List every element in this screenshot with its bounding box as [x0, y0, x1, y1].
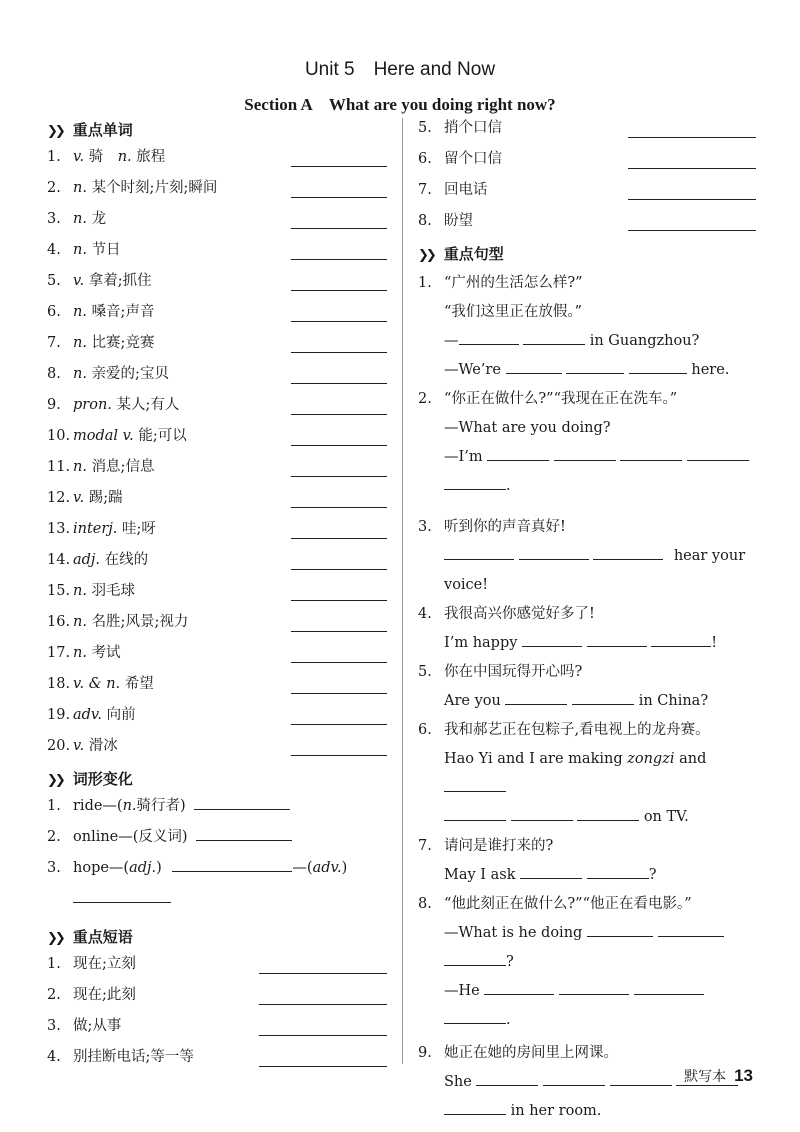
vocab-item: 15. n. 羽毛球: [47, 579, 387, 610]
phrase-item: 7. 回电话: [418, 178, 756, 209]
phrase-item: 4. 别挂断电话;等一等: [47, 1045, 387, 1076]
answer-blank[interactable]: [291, 569, 387, 570]
vocab-item: 1. v. 骑 n. 旅程: [47, 145, 387, 176]
answer-blank[interactable]: [291, 228, 387, 229]
vocab-list: [47, 145, 387, 765]
answer-blank[interactable]: [259, 1066, 387, 1067]
answer-blank[interactable]: [196, 826, 292, 841]
answer-blank[interactable]: [628, 230, 756, 231]
chevron-right-icon: ❯❯: [47, 773, 63, 788]
vocab-item: 11. n. 消息;信息: [47, 455, 387, 486]
phrase-item: 3. 做;从事: [47, 1014, 387, 1045]
answer-blank[interactable]: [259, 1035, 387, 1036]
answer-blank[interactable]: [291, 445, 387, 446]
answer-blank[interactable]: [291, 383, 387, 384]
phrase-item: 6. 留个口信: [418, 147, 756, 178]
vocab-item: 3. n. 龙: [47, 207, 387, 238]
answer-blank[interactable]: [291, 197, 387, 198]
vocab-item: 9. pron. 某人;有人: [47, 393, 387, 424]
sentence-5: 5. 你在中国玩得开心吗? Are you in China?: [418, 664, 709, 709]
page-footer: [684, 1066, 753, 1086]
phrase-item: 5. 捎个口信: [418, 116, 756, 147]
vocab-item: 12. v. 踢;踹: [47, 486, 387, 517]
chevron-right-icon: ❯❯: [47, 124, 63, 139]
vocab-item: 4. n. 节日: [47, 238, 387, 269]
word-form-item-2: 2. online—(反义词): [47, 825, 387, 856]
unit-title: Unit 5 Here and Now: [304, 59, 496, 80]
vocab-item: 5. v. 拿着;抓住: [47, 269, 387, 300]
answer-blank[interactable]: [291, 259, 387, 260]
answer-blank[interactable]: [628, 168, 756, 169]
sentence-2: 2. “你正在做什么?”“我现在正在洗车。” —What are you doing? —I’m .: [418, 385, 756, 501]
vocab-item: 13. interj. 哇;呀: [47, 517, 387, 548]
answer-blank[interactable]: [291, 693, 387, 694]
word-form-item-3-cont: [47, 887, 387, 918]
page-number: 13: [734, 1066, 753, 1085]
answer-blank[interactable]: [291, 631, 387, 632]
answer-blank[interactable]: [291, 538, 387, 539]
answer-blank[interactable]: [291, 476, 387, 477]
answer-blank[interactable]: [291, 600, 387, 601]
vocab-item: 19. adv. 向前: [47, 703, 387, 734]
answer-blank[interactable]: [291, 414, 387, 415]
answer-blank[interactable]: [291, 166, 387, 167]
answer-blank[interactable]: [291, 321, 387, 322]
column-divider: [402, 118, 403, 1064]
answer-blank[interactable]: [291, 507, 387, 508]
phrase-item: 1. 现在;立刻: [47, 952, 387, 983]
phrase-list: [47, 952, 387, 1076]
answer-blank[interactable]: [291, 290, 387, 291]
footer-label: 默写本: [684, 1069, 727, 1085]
answer-blank[interactable]: [259, 973, 387, 974]
vocab-item: 16. n. 名胜;风景;视力: [47, 610, 387, 641]
chevron-right-icon: ❯❯: [418, 248, 434, 263]
vocab-item: 6. n. 嗓音;声音: [47, 300, 387, 331]
phrases-heading: ❯❯ 重点短语: [47, 928, 133, 946]
sentence-3: 3. 听到你的声音真好! hear your voice!: [418, 519, 746, 593]
vocab-item: 8. n. 亲爱的;宝贝: [47, 362, 387, 393]
vocab-item: 20. v. 滑冰: [47, 734, 387, 765]
vocab-item: 2. n. 某个时刻;片刻;瞬间: [47, 176, 387, 207]
vocab-item: 14. adj. 在线的: [47, 548, 387, 579]
vocab-item: 17. n. 考试: [47, 641, 387, 672]
sentence-6: 6. 我和郝艺正在包粽子,看电视上的龙舟赛。 Hao Yi and I are making zongzi and on TV.: [418, 722, 710, 825]
sentences-heading: ❯❯ 重点句型: [418, 245, 504, 263]
chevron-right-icon: ❯❯: [47, 931, 63, 946]
answer-blank[interactable]: [172, 857, 292, 872]
phrase-item: 8. 盼望: [418, 209, 756, 240]
answer-blank[interactable]: [628, 137, 756, 138]
sentence-9: 9. 她正在她的房间里上网课。 She in her room.: [418, 1039, 756, 1126]
answer-blank[interactable]: [194, 795, 290, 810]
vocab-item: 10. modal v. 能;可以: [47, 424, 387, 455]
word-form-item-1: 1. ride—(n.骑行者): [47, 794, 387, 825]
vocab-item: 7. n. 比赛;竞赛: [47, 331, 387, 362]
word-forms-heading: ❯❯ 词形变化: [47, 770, 133, 788]
left-column: [47, 116, 387, 1076]
sentence-7: 7. 请问是谁打来的? May I ask ?: [418, 838, 657, 883]
phrase-list-cont: [418, 116, 756, 240]
vocab-heading: ❯❯ 重点单词: [47, 121, 133, 139]
vocab-item: 18. v. & n. 希望: [47, 672, 387, 703]
sentence-4: 4. 我很高兴你感觉好多了! I’m happy !: [418, 606, 718, 651]
answer-blank[interactable]: [259, 1004, 387, 1005]
section-title: Section A What are you doing right now?: [244, 95, 556, 114]
answer-blank[interactable]: [291, 352, 387, 353]
right-column: [418, 116, 756, 1126]
answer-blank[interactable]: [628, 199, 756, 200]
answer-blank[interactable]: [291, 662, 387, 663]
sentence-8: 8. “他此刻正在做什么?”“他正在看电影。” —What is he doing ? —He .: [418, 890, 756, 1035]
answer-blank[interactable]: [73, 888, 171, 903]
phrase-item: 2. 现在;此刻: [47, 983, 387, 1014]
answer-blank[interactable]: [291, 724, 387, 725]
answer-blank[interactable]: [291, 755, 387, 756]
sentence-1: 1. “广州的生活怎么样?” “我们这里正在放假。” — in Guangzhou? —We’re here.: [418, 275, 730, 378]
word-form-item-3: 3. hope—(adj.) —(adv.): [47, 856, 387, 887]
